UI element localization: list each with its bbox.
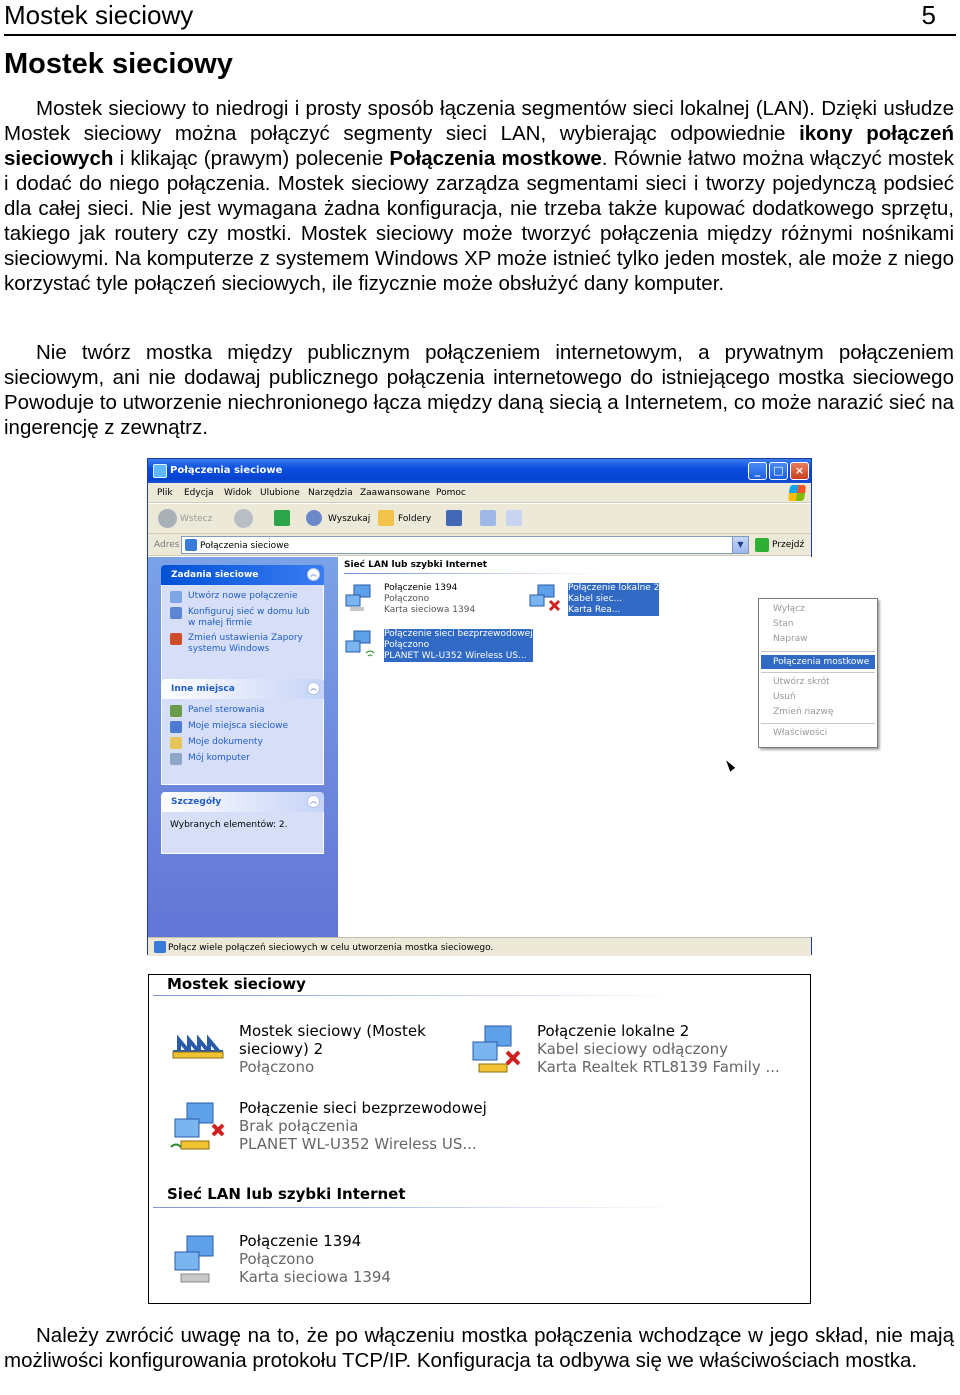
network-connections-window	[147, 458, 870, 955]
folders-icon[interactable]	[378, 510, 394, 526]
connection-status: Połączono	[384, 640, 533, 651]
connection-name: Połączenie 1394	[239, 1232, 362, 1250]
task-home-network[interactable]: Konfiguruj sieć w domu lub w małej firmie	[170, 607, 317, 629]
bridge-name: Mostek sieciowy (Mostek	[239, 1022, 426, 1040]
panel-title-places: Inne miejsca	[171, 684, 235, 694]
control-panel-icon	[170, 705, 182, 717]
connection-device: Karta sieciowa 1394	[239, 1268, 391, 1286]
disconnected-connection-icon	[467, 1022, 525, 1080]
home-network-icon	[170, 607, 182, 619]
bridge-result-view	[148, 974, 811, 1304]
connection-name: Połączenie lokalne 2	[537, 1022, 690, 1040]
network-tasks-panel	[161, 565, 324, 681]
menu-item-disable[interactable]: Wyłącz	[773, 604, 805, 614]
documents-folder-icon	[170, 737, 182, 749]
menu-tools[interactable]: Narzędzia	[308, 488, 353, 498]
connection-status: Połączono	[384, 594, 430, 604]
place-control-panel[interactable]: Panel sterowania	[170, 705, 317, 717]
collapse-icon[interactable]: ︽	[307, 568, 320, 581]
firewall-icon	[170, 633, 182, 645]
network-connection-icon	[169, 1232, 227, 1290]
toolbar	[148, 504, 811, 534]
copy-to-icon[interactable]	[480, 510, 496, 526]
window-title: Połączenia sieciowe	[170, 465, 283, 476]
menu-separator	[761, 651, 875, 652]
group-divider	[153, 995, 683, 996]
network-bridge-icon	[169, 1022, 227, 1080]
group-divider	[153, 1207, 683, 1208]
network-folder-icon	[153, 464, 167, 478]
minimize-button[interactable]: _	[748, 462, 767, 480]
task-firewall-settings[interactable]: Zmień ustawienia Zapory systemu Windows	[170, 633, 317, 655]
address-input[interactable]: Połączenia sieciowe ▼	[181, 536, 749, 554]
selection-count: Wybranych elementów: 2.	[170, 820, 288, 830]
place-my-documents[interactable]: Moje dokumenty	[170, 737, 317, 749]
section-heading: Mostek sieciowy	[4, 48, 233, 80]
connection-device: PLANET WL-U352 Wireless US...	[239, 1135, 477, 1153]
views-icon[interactable]	[446, 510, 462, 526]
other-places-panel	[161, 679, 324, 785]
page-number: 5	[921, 0, 936, 30]
status-text: Połącz wiele połączeń sieciowych w celu utworzenia mostka sieciowego.	[168, 943, 494, 953]
back-arrow-icon[interactable]	[158, 509, 177, 528]
paragraph-1: Mostek sieciowy to niedrogi i prosty sposób łączenia segmentów sieci lokalnej (LAN). Dzięki usłudze Mostek sieciowy można połączyć segmenty sieci LAN, wybierając odpowiednie ikony połączeń sieciowych i klikając (prawym) polecenie Połączenia mostkowe. Równie łatwo można włączyć mostek i dodać do niego połączenia. Mostek sieciowy zarządza segmentami sieci i tworzy pojedynczą podsieć dla całej sieci. Nie jest wymagana żadna konfiguracja, nie trzeba także kupować dodatkowego sprzętu, takiego jak routery czy mostki. Mostek sieciowy może tworzyć połączenia między różnymi nośnikami sieciowymi. Na komputerze z systemem Windows XP może istnieć tylko jeden mostek, ale może z niego korzystać tyle połączeń sieciowych, ile fizycznie może obsłużyć dany komputer.	[4, 97, 954, 295]
place-network-places[interactable]: Moje miejsca sieciowe	[170, 721, 317, 733]
search-icon[interactable]	[306, 510, 322, 526]
menu-view[interactable]: Widok	[224, 488, 252, 498]
task-pane	[148, 557, 338, 937]
wireless-disconnected-icon	[169, 1099, 227, 1157]
menu-item-properties[interactable]: Właściwości	[773, 728, 828, 738]
connection-status: Kabel sieciowy odłączony	[537, 1040, 729, 1058]
connection-status: Kabel siec...	[568, 594, 659, 605]
connection-device: Karta sieciowa 1394	[384, 605, 476, 615]
menu-item-rename[interactable]: Zmień nazwę	[773, 707, 834, 717]
connections-view	[338, 557, 870, 937]
paragraph-2: Nie twórz mostka między publicznym połączeniem internetowym, a prywatnym połączeniem sieciowym, ani nie dodawaj publicznego połączenia internetowego do istniejącego mostka sieciowego Powoduje to utworzenie niechronionego łącza między daną siecią a Internetem, co może narazić sieć na ingerencję z zewnątrz.	[4, 341, 954, 439]
wireless-connection-icon	[344, 629, 378, 661]
back-button-label[interactable]: Wstecz	[180, 514, 213, 524]
go-button[interactable]: Przejdź	[772, 540, 805, 550]
group-title-lan: Sieć LAN lub szybki Internet	[344, 560, 488, 570]
go-arrow-icon[interactable]	[755, 538, 769, 552]
task-create-connection[interactable]: Utwórz nowe połączenie	[170, 591, 317, 603]
new-connection-icon	[170, 591, 182, 603]
chevron-down-icon[interactable]: ▼	[732, 537, 748, 553]
group-title-bridge: Mostek sieciowy	[167, 975, 306, 993]
maximize-button[interactable]: □	[769, 462, 788, 480]
connection-status: Połączono	[239, 1250, 315, 1268]
bridge-icon	[154, 941, 166, 953]
menu-file[interactable]: Plik	[157, 488, 173, 498]
connection-device: PLANET WL-U352 Wireless US...	[384, 651, 533, 662]
connection-status: Brak połączenia	[239, 1117, 359, 1135]
bridge-status: Połączono	[239, 1058, 315, 1076]
bold-phrase-bridge: Połączenia mostkowe	[389, 147, 602, 170]
group-title-lan: Sieć LAN lub szybki Internet	[167, 1185, 406, 1203]
running-title: Mostek sieciowy	[4, 0, 194, 30]
group-divider	[344, 573, 604, 574]
menu-bar	[148, 483, 811, 503]
forward-arrow-icon[interactable]	[234, 509, 253, 528]
address-bar	[148, 534, 811, 556]
menu-edit[interactable]: Edycja	[184, 488, 214, 498]
collapse-icon[interactable]: ︽	[307, 682, 320, 695]
windows-logo-icon	[788, 485, 806, 501]
running-header	[4, 0, 956, 36]
details-panel	[161, 792, 324, 854]
connection-device: Karta Rea...	[568, 605, 659, 616]
menu-separator	[761, 723, 875, 724]
menu-advanced[interactable]: Zaawansowane	[360, 488, 431, 498]
connection-device: Karta Realtek RTL8139 Family ...	[537, 1058, 780, 1076]
connection-name: Połączenie lokalne 2	[568, 583, 660, 593]
context-menu	[758, 598, 878, 748]
up-folder-icon[interactable]	[274, 510, 290, 526]
collapse-icon[interactable]: ︽	[307, 795, 320, 808]
disconnected-connection-icon	[528, 583, 562, 615]
close-button[interactable]: ×	[790, 462, 809, 480]
menu-item-bridge-connections[interactable]: Połączenia mostkowe	[761, 655, 875, 669]
network-places-icon	[170, 721, 182, 733]
panel-title-tasks: Zadania sieciowe	[171, 570, 259, 580]
menu-separator	[761, 672, 875, 673]
connection-name: Połączenie sieci bezprzewodowej	[384, 629, 533, 639]
move-to-icon[interactable]	[506, 510, 522, 526]
menu-help[interactable]: Pomoc	[436, 488, 466, 498]
status-bar	[148, 937, 811, 956]
panel-title-details: Szczegóły	[171, 797, 222, 807]
search-button-label[interactable]: Wyszukaj	[328, 514, 371, 524]
place-my-computer[interactable]: Mój komputer	[170, 753, 317, 765]
menu-item-repair[interactable]: Napraw	[773, 634, 808, 644]
connection-name: Połączenie 1394	[384, 583, 458, 593]
computer-icon	[170, 753, 182, 765]
folders-button-label[interactable]: Foldery	[398, 514, 432, 524]
bridge-name-line-2: sieciowy) 2	[239, 1040, 324, 1058]
paragraph-3: Należy zwrócić uwagę na to, że po włączeniu mostka połączenia wchodzące w jego skład, nie mają możliwości konfigurowania protokołu TCP/IP. Konfiguracja ta odbywa się we właściwościach mostka.	[4, 1324, 954, 1372]
menu-item-delete[interactable]: Usuń	[773, 692, 796, 702]
address-label: Adres	[154, 540, 180, 550]
bold-phrase-icons: ikony połączeń sieciowych	[4, 122, 954, 170]
network-folder-icon	[185, 539, 197, 551]
menu-item-status[interactable]: Stan	[773, 619, 794, 629]
title-bar	[148, 459, 811, 483]
menu-favorites[interactable]: Ulubione	[260, 488, 300, 498]
menu-item-create-shortcut[interactable]: Utwórz skrót	[773, 677, 830, 687]
network-connection-icon	[344, 583, 378, 615]
connection-name: Połączenie sieci bezprzewodowej	[239, 1099, 487, 1117]
